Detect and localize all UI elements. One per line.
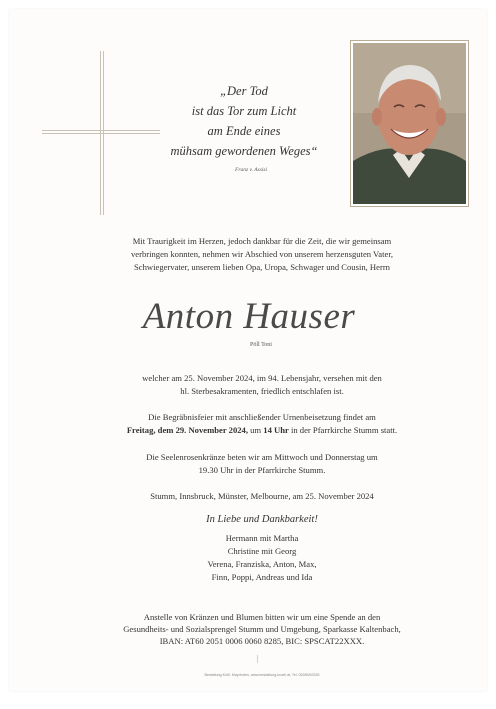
intro-line: verbringen konnten, nehmen wir Abschied von unserem herzensguten Vater,: [130, 249, 393, 259]
donation-request: [99, 611, 425, 647]
place-date: Stumm, Innsbruck, Münster, Melbourne, am 25. November 2024: [150, 491, 374, 501]
gratitude-heading: In Liebe und Dankbarkeit!: [206, 514, 318, 525]
death-notice-line: welcher am 25. November 2024, im 94. Lebensjahr, versehen mit den: [142, 373, 382, 383]
deceased-name: Anton Hauser: [142, 296, 356, 337]
quote-line: ist das Tor zum Licht: [191, 104, 297, 118]
funeral-mid: um: [247, 425, 264, 435]
rosary-line: Die Seelenrosenkränze beten wir am Mittwoch und Donnerstag um: [146, 452, 378, 462]
cross-horizontal-bar: [42, 130, 160, 134]
funeral-time: 14 Uhr: [263, 425, 289, 435]
mourner-line: Hermann mit Martha: [225, 533, 299, 543]
rosary-notice: [109, 451, 415, 477]
death-notice: [109, 372, 415, 398]
death-notice-line: hl. Sterbesakramenten, friedlich entschlafen ist.: [180, 386, 344, 396]
portrait-photo: [353, 43, 466, 204]
donation-line: IBAN: AT60 2051 0006 0060 8285, BIC: SPSCAT22XXX.: [159, 636, 365, 646]
divider-mark: [257, 655, 258, 663]
funeral-line: Die Begräbnisfeier mit anschließender Urnenbeisetzung findet am: [148, 412, 376, 422]
quote-author: Franz v. Assisi: [235, 167, 268, 173]
intro-line: Mit Traurigkeit im Herzen, jedoch dankbar für die Zeit, die wir gemeinsam: [132, 236, 392, 246]
obituary-page: [9, 9, 487, 691]
mourner-line: Finn, Poppi, Andreas und Ida: [211, 572, 313, 582]
mourner-line: Verena, Franziska, Anton, Max,: [207, 559, 317, 569]
intro-text: [119, 235, 405, 274]
funeral-notice: [109, 411, 415, 437]
quote-line: „Der Tod: [220, 84, 268, 98]
funeral-location: in der Pfarrkirche Stumm statt.: [288, 425, 398, 435]
rosary-line: 19.30 Uhr in der Pfarrkirche Stumm.: [198, 465, 326, 475]
deceased-nickname: Pöll Toni: [250, 342, 272, 348]
mourners-list: [159, 532, 365, 584]
quote-line: mühsam gewordenen Weges“: [170, 144, 318, 158]
quote-line: am Ende eines: [207, 124, 281, 138]
funeral-date: Freitag, dem 29. November 2024,: [126, 425, 248, 435]
funeral-details: [109, 424, 415, 437]
donation-line: Gesundheits- und Sozialsprengel Stumm und Umgebung, Sparkasse Kaltenbach,: [123, 624, 401, 634]
mourner-line: Christine mit Georg: [227, 546, 297, 556]
funeral-home-footer: Bestattung Kröll, Mayrhofen, www.bestattung-kroell.at, Tel. 05285/62535: [204, 673, 320, 677]
donation-line: Anstelle von Kränzen und Blumen bitten wir um eine Spende an den: [143, 612, 381, 622]
portrait-photo-frame: [350, 40, 469, 207]
memorial-quote: [159, 81, 329, 161]
intro-line: Schwiegervater, unserem lieben Opa, Uropa, Schwager und Cousin, Herrn: [134, 262, 390, 272]
